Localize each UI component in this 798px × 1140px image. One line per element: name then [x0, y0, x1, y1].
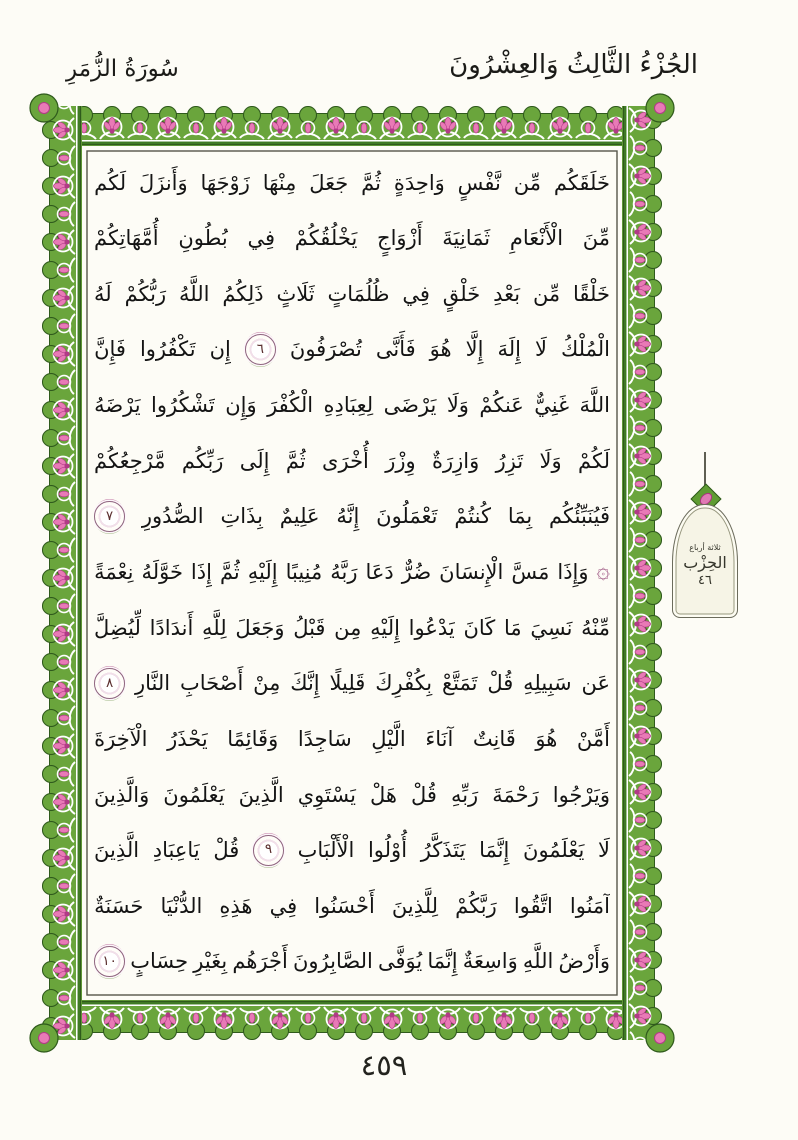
quran-word: إِن [209, 337, 231, 362]
quran-word: لِعِبَادِهِ [323, 393, 374, 418]
quran-word: تُصْرَفُونَ [289, 337, 362, 362]
quran-word: رَحْمَةَ [492, 782, 539, 807]
quran-word: إِنَّمَا [479, 838, 510, 863]
quran-line [94, 601, 610, 654]
quran-line [94, 379, 610, 432]
quran-line [94, 267, 610, 320]
quran-word: رَبَّكُمْ [455, 893, 497, 918]
quran-word: أَصْحَابِ [179, 671, 244, 696]
quran-word: ثَلَاثٍ [276, 281, 315, 306]
quran-word: تَشْكُرُوا [151, 393, 215, 418]
quran-word: يَاعِبَادِ [152, 838, 200, 863]
quran-word: اللَّهِ [522, 949, 554, 974]
quran-word: يَرْضَهُ [94, 393, 141, 418]
quran-word: فِي [402, 281, 430, 306]
quran-word: لَا [534, 337, 547, 362]
quran-word: خَوَّلَهُ [141, 559, 183, 584]
quran-word: سَاجِدًا [297, 726, 352, 751]
quran-word: زَوْجَهَا [200, 170, 250, 195]
quran-word: الصُّدُورِ [141, 504, 204, 529]
quran-word: الْآخِرَةَ [94, 726, 148, 751]
hizb-number: ٤٦ [698, 573, 712, 588]
quran-line [94, 768, 610, 821]
quran-word: لِلَّهِ [202, 615, 227, 640]
quran-word: أَحْسَنُوا [314, 893, 375, 918]
quran-word: وَلَا [446, 393, 469, 418]
quran-word: قَبْلُ [293, 615, 326, 640]
quran-word: وَإِن [225, 393, 257, 418]
ayah-end-marker: ٦ [245, 334, 276, 365]
quran-word: قُلْ [487, 671, 514, 696]
quran-word: ظُلُمَاتٍ [327, 281, 390, 306]
quran-word: خَلْقٍ [442, 281, 481, 306]
quran-word: وَقَائِمًا [227, 726, 279, 751]
quran-word: مِنْ [253, 671, 281, 696]
quran-word: أَزْوَاجٍ [377, 226, 423, 251]
quran-word: مَا [503, 615, 522, 640]
quran-word: لِلَّذِينَ [391, 893, 439, 918]
quran-text [94, 156, 610, 988]
quran-word: إِلَّا [465, 337, 484, 362]
quran-word: فِي [247, 226, 275, 251]
rub-el-hizb-icon: ۞ [596, 558, 610, 585]
hizb-marker [666, 452, 744, 624]
quran-word: بُطُونِ [178, 226, 228, 251]
quran-word: الدُّنْيَا [160, 893, 203, 918]
quran-line [94, 545, 610, 598]
quran-word: الْمُلْكُ [560, 337, 610, 362]
quran-word: نِعْمَةً [94, 559, 134, 584]
quran-word: اللَّهُ [179, 281, 210, 306]
quran-word: رَبُّكُمْ [124, 281, 167, 306]
quran-word: إِذَا [190, 559, 212, 584]
quran-word: رَبِّكُم [181, 448, 224, 473]
quran-word: لَكُم [94, 170, 127, 195]
quran-word: لِّيُضِلَّ [94, 615, 141, 640]
quran-word: حِسَابٍ [130, 949, 189, 974]
quran-word: رَبِّهِ [450, 782, 479, 807]
quran-word: وَالَّذِينَ [94, 782, 150, 807]
page-number: ٤٥٩ [360, 1048, 408, 1082]
quran-word: إِلَيْهِ [247, 559, 278, 584]
quran-word: نَسِيَ [530, 615, 573, 640]
quran-word: بِغَيْرِ [193, 949, 228, 974]
quran-word: فَأَنَّى [375, 337, 416, 362]
quran-word: أَندَادًا [149, 615, 194, 640]
quran-word: عَلِيمٌ [279, 504, 320, 529]
quran-word: الصَّابِرُونَ [292, 949, 373, 974]
quran-word: إِلَيْهِ [370, 615, 400, 640]
quran-word: قَلِيلًا [329, 671, 366, 696]
quran-word: يَحْذَرُ [167, 726, 208, 751]
quran-word: مَّرْجِعُكُمْ [94, 448, 166, 473]
surah-title: سُورَةُ الزُّمَرِ [66, 56, 179, 82]
quran-word: جَعَلَ [309, 170, 349, 195]
quran-word: الْأَلْبَابِ [297, 838, 355, 863]
quran-word: قُلْ [213, 838, 240, 863]
quran-word: رَبَّهُ [330, 559, 358, 584]
quran-word: بِمَا [507, 504, 533, 529]
quran-word: فَإِنَّ [94, 337, 126, 362]
quran-word: أَجْرَهُم [232, 949, 288, 974]
quran-line [94, 935, 610, 988]
ayah-end-marker: ٩ [253, 835, 284, 866]
quran-word: تَكْفُرُوا [139, 337, 196, 362]
corner-rosette-icon [30, 94, 58, 122]
hizb-dome [672, 504, 738, 618]
quran-word: يَدْعُوا [408, 615, 455, 640]
quran-word: فَيُنَبِّئُكُم [549, 504, 610, 529]
quran-word: مُنِيبًا [285, 559, 323, 584]
quran-word: يَخْلُقُكُمْ [294, 226, 358, 251]
quran-word: إِلَهَ [497, 337, 521, 362]
quran-word: الَّذِينَ [94, 838, 140, 863]
quran-word: يَعْلَمُونَ [523, 838, 585, 863]
hizb-label: الحِزْب [683, 553, 727, 572]
quran-line [94, 156, 610, 209]
quran-word: غَنِيٌّ [534, 393, 570, 418]
quran-word: وَلَا [539, 448, 562, 473]
quran-word: وِزْرَ [385, 448, 416, 473]
quran-word: وَيَرْجُوا [552, 782, 610, 807]
quran-word: ضُرٌّ [401, 559, 432, 584]
quran-word: سَبِيلِهِ [523, 671, 572, 696]
quran-word: اللَّهَ [579, 393, 610, 418]
quran-word: هُوَ [535, 726, 558, 751]
quran-word: عَنكُمْ [479, 393, 524, 418]
quran-word: تَعْمَلُونَ [376, 504, 438, 529]
quran-word: يَعْلَمُونَ [163, 782, 225, 807]
quran-word: يُوَفَّى [377, 949, 423, 974]
quran-word: بِكُفْرِكَ [375, 671, 433, 696]
quran-word: بِذَاتِ [220, 504, 263, 529]
quran-word: مِّن [513, 170, 541, 195]
quran-word: خَلَقَكُم [553, 170, 610, 195]
quran-word: وَجَعَلَ [235, 615, 285, 640]
quran-word: مِّنْهُ [581, 615, 610, 640]
juz-title: الجُزْءُ الثَّالِثُ وَالعِشْرُونَ [449, 50, 698, 80]
quran-word: وَاسِعَةٌ [462, 949, 518, 974]
quran-word: تَمَتَّعْ [442, 671, 478, 696]
quran-word: هَلْ [369, 782, 397, 807]
quran-word: آمَنُوا [569, 893, 610, 918]
quran-word: عَن [581, 671, 610, 696]
ayah-end-marker: ٧ [94, 501, 125, 532]
quran-word: هَذِهِ [219, 893, 253, 918]
quran-word: الْكُفْرَ [267, 393, 314, 418]
quran-word: وَأَرْضُ [558, 949, 610, 974]
quran-word: مِّن [532, 281, 561, 306]
quran-word: مِّنَ [582, 226, 610, 251]
quran-word: الْأَنْعَامِ [509, 226, 564, 251]
quran-line [94, 323, 610, 376]
quran-word: إِنَّكَ [290, 671, 320, 696]
quran-word: قُلْ [410, 782, 437, 807]
quran-word: دَعَا [365, 559, 394, 584]
quran-word: أُمَّهَاتِكُمْ [94, 226, 159, 251]
quran-word: النَّارِ [134, 671, 171, 696]
ayah-end-marker: ١٠ [94, 946, 125, 977]
quran-word: ثُمَّ [219, 559, 240, 584]
quran-word: إِنَّمَا [427, 949, 458, 974]
quran-word: أَمَّنْ [576, 726, 610, 751]
quran-word: وَاحِدَةٍ [393, 170, 445, 195]
quran-word: وَازِرَةٌ [432, 448, 480, 473]
quran-word: نَّفْسٍ [457, 170, 501, 195]
quran-line [94, 657, 610, 710]
quran-word: الَّذِينَ [238, 782, 284, 807]
corner-rosette-icon [646, 94, 674, 122]
quran-word: أُخْرَى [322, 448, 369, 473]
quran-word: إِنَّهُ [336, 504, 360, 529]
quran-word: ثُمَّ [361, 170, 381, 195]
hizb-fraction: ثلاثة أرباع [689, 543, 721, 553]
quran-line [94, 712, 610, 765]
quran-word: لَكُمْ [578, 448, 610, 473]
quran-word: الْإِنسَانَ [439, 559, 504, 584]
quran-word: لَهُ [94, 281, 112, 306]
quran-line [94, 824, 610, 877]
quran-word: مِن [334, 615, 362, 640]
quran-word: وَإِذَا [557, 559, 589, 584]
quran-word: لَا [598, 838, 610, 863]
quran-line [94, 212, 610, 265]
quran-line [94, 879, 610, 932]
quran-word: مَسَّ [511, 559, 550, 584]
quran-word: اتَّقُوا [513, 893, 553, 918]
quran-word: حَسَنَةٌ [94, 893, 144, 918]
quran-word: الَّيْلِ [371, 726, 406, 751]
quran-word: يَسْتَوِي [297, 782, 356, 807]
quran-word: يَتَذَكَّرُ [420, 838, 466, 863]
quran-word: إِلَى [239, 448, 270, 473]
quran-word: مِنْهَا [262, 170, 297, 195]
quran-word: تَزِرُ [495, 448, 524, 473]
quran-word: كُنتُمْ [454, 504, 491, 529]
quran-word: ثُمَّ [285, 448, 306, 473]
quran-word: فِي [269, 893, 298, 918]
quran-line [94, 434, 610, 487]
quran-line [94, 490, 610, 543]
quran-word: خَلْقًا [573, 281, 610, 306]
quran-word: آنَاءَ [425, 726, 454, 751]
quran-word: ثَمَانِيَةَ [442, 226, 491, 251]
quran-word: بَعْدِ [493, 281, 521, 306]
quran-word: كَانَ [463, 615, 496, 640]
quran-word: هُوَ [429, 337, 452, 362]
quran-word: ذَلِكُمُ [222, 281, 264, 306]
quran-word: قَانِتٌ [472, 726, 516, 751]
quran-word: وَأَنزَلَ [138, 170, 188, 195]
quran-word: يَرْضَى [383, 393, 437, 418]
quran-word: أُوْلُوا [367, 838, 408, 863]
ayah-end-marker: ٨ [94, 668, 125, 699]
